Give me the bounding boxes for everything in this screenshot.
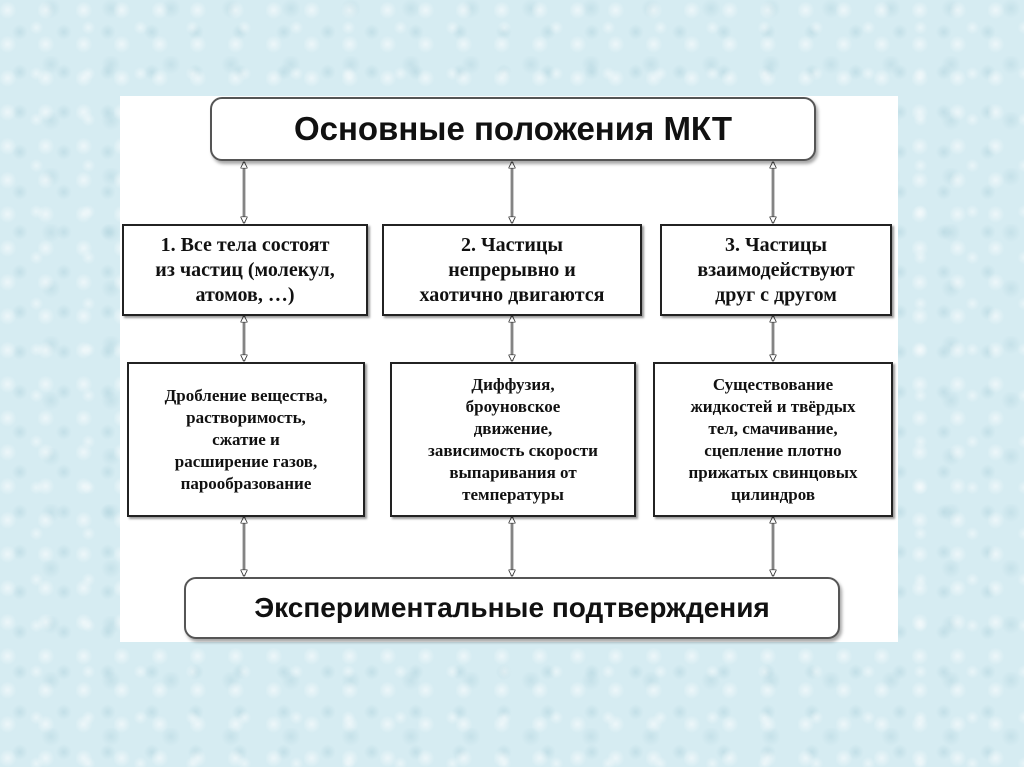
diagram-panel <box>120 96 898 642</box>
experimental-evidence-title: Экспериментальные подтверждения <box>184 577 840 639</box>
principle-box-3: 3. Частицы взаимодействуют друг с другом <box>660 224 892 316</box>
evidence-box-1: Дробление вещества, растворимость, сжатие и расширение газов, парообразование <box>127 362 365 517</box>
evidence-box-2: Диффузия, броуновское движение, зависимость скорости выпаривания от температуры <box>390 362 636 517</box>
diagram-title: Основные положения МКТ <box>210 97 816 161</box>
principle-box-2: 2. Частицы непрерывно и хаотично двигаются <box>382 224 642 316</box>
evidence-box-3: Существование жидкостей и твёрдых тел, смачивание, сцепление плотно прижатых свинцовых цилиндров <box>653 362 893 517</box>
principle-box-1: 1. Все тела состоят из частиц (молекул, атомов, …) <box>122 224 368 316</box>
